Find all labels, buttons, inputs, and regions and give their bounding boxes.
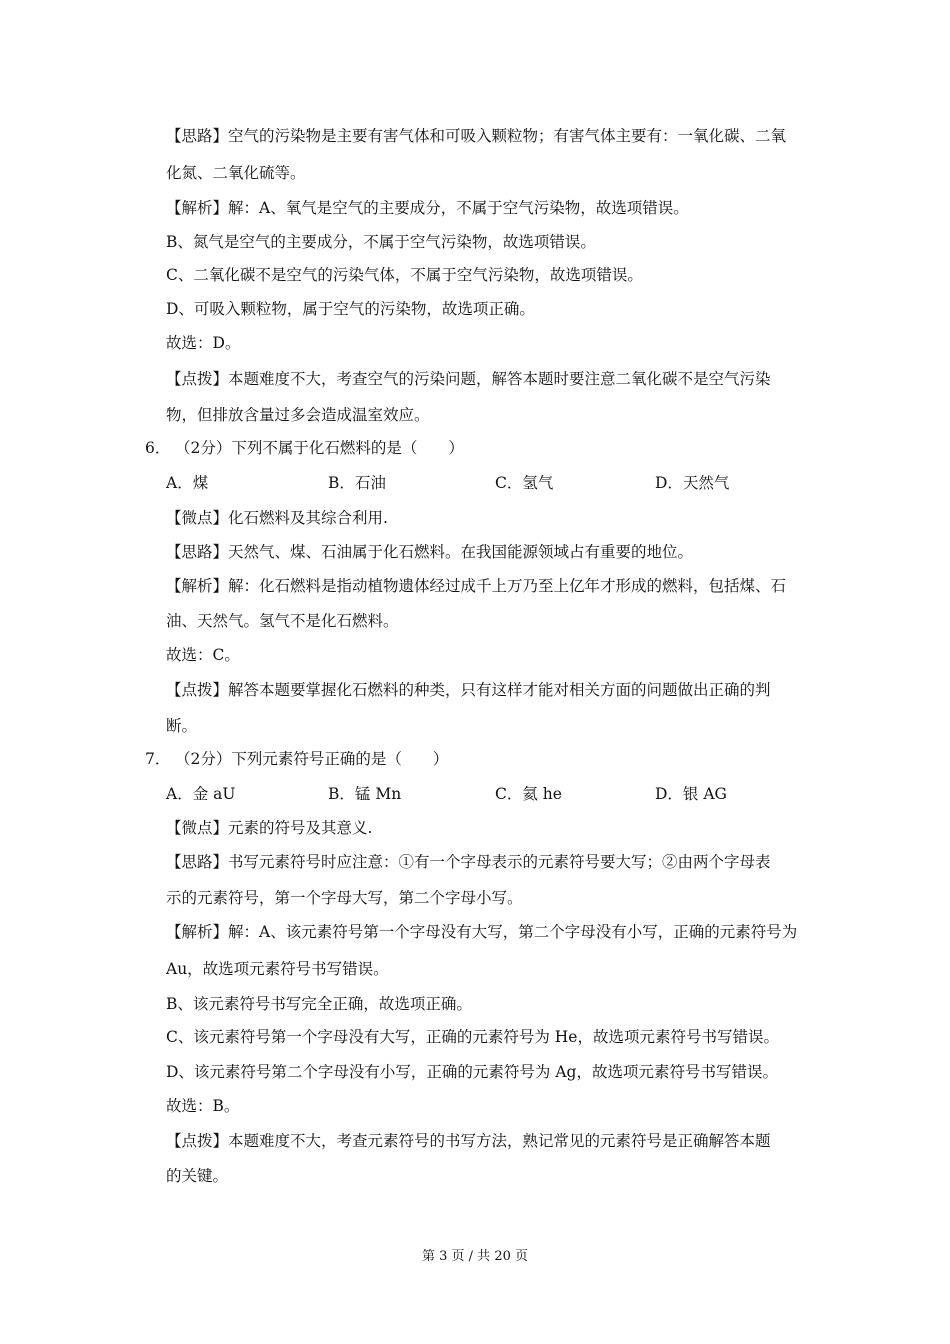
q5-silu-line-1: 【思路】空气的污染物是主要有害气体和可吸入颗粒物；有害气体主要有：一氧化碳、二氧 xyxy=(166,127,787,145)
q5-dianbo-line-2: 物，但排放含量过多会造成温室效应。 xyxy=(166,406,430,424)
q7-jiexi-line-2: Au，故选项元素符号书写错误。 xyxy=(166,960,389,978)
q6-silu: 【思路】天然气、煤、石油属于化石燃料。在我国能源领域占有重要的地位。 xyxy=(166,543,694,561)
q7-silu-line-1: 【思路】书写元素符号时应注意：①有一个字母表示的元素符号要大写；②由两个字母表 xyxy=(166,853,771,871)
q5-jiexi-line-2: B、氮气是空气的主要成分，不属于空气污染物，故选项错误。 xyxy=(166,233,596,251)
q5-silu-line-2: 化氮、二氧化硫等。 xyxy=(166,164,306,182)
q7-jiexi-line-5: D、该元素符号第二个字母没有小写，正确的元素符号为 Ag，故选项元素符号书写错误。 xyxy=(166,1063,778,1081)
page-footer: 第 3 页 / 共 20 页 xyxy=(422,1249,528,1264)
q7-option-d: D．银 AG xyxy=(655,785,727,803)
q6-number: 6． xyxy=(145,439,171,457)
q5-jiexi-line-1: 【解析】解：A、氧气是空气的主要成分，不属于空气污染物，故选项错误。 xyxy=(166,199,689,217)
q7-jiexi-line-4: C、该元素符号第一个字母没有大写，正确的元素符号为 He，故选项元素符号书写错误。 xyxy=(166,1028,779,1046)
q7-option-a: A．金 aU xyxy=(166,785,236,803)
q6-jiexi-line-2: 油、天然气。氢气不是化石燃料。 xyxy=(166,612,399,630)
q7-weidian: 【微点】元素的符号及其意义. xyxy=(166,819,373,837)
q6-weidian: 【微点】化石燃料及其综合利用. xyxy=(166,509,388,527)
q7-jiexi-line-3: B、该元素符号书写完全正确，故选项正确。 xyxy=(166,995,472,1013)
q6-stem: （2分）下列不属于化石燃料的是（ ） xyxy=(175,439,464,457)
q6-dianbo-line-2: 断。 xyxy=(166,717,198,735)
q7-option-b: B．锰 Mn xyxy=(328,785,402,803)
q7-dianbo-line-2: 的关键。 xyxy=(166,1167,229,1185)
q6-option-d: D．天然气 xyxy=(655,474,730,492)
q6-answer: 故选：C。 xyxy=(166,646,240,664)
q6-option-c: C．氢气 xyxy=(495,474,554,492)
q6-dianbo-line-1: 【点拨】解答本题要掌握化石燃料的种类，只有这样才能对相关方面的问题做出正确的判 xyxy=(166,681,771,699)
q6-option-b: B．石油 xyxy=(328,474,386,492)
q6-option-a: A．煤 xyxy=(166,474,209,492)
q7-jiexi-line-1: 【解析】解：A、该元素符号第一个字母没有大写，第二个字母没有小写，正确的元素符号为 xyxy=(166,923,798,941)
q5-jiexi-line-4: D、可吸入颗粒物，属于空气的污染物，故选项正确。 xyxy=(166,300,535,318)
q5-answer: 故选：D。 xyxy=(166,334,241,352)
q7-number: 7． xyxy=(145,750,171,768)
q6-jiexi-line-1: 【解析】解：化石燃料是指动植物遗体经过成千上万乃至上亿年才形成的燃料，包括煤、石 xyxy=(166,577,787,595)
q7-option-c: C．氦 he xyxy=(495,785,562,803)
q7-dianbo-line-1: 【点拨】本题难度不大，考查元素符号的书写方法，熟记常见的元素符号是正确解答本题 xyxy=(166,1132,771,1150)
q7-silu-line-2: 示的元素符号，第一个字母大写，第二个字母小写。 xyxy=(166,889,523,907)
q7-answer: 故选：B。 xyxy=(166,1097,240,1115)
q7-stem: （2分）下列元素符号正确的是（ ） xyxy=(175,750,449,768)
q5-jiexi-line-3: C、二氧化碳不是空气的污染气体，不属于空气污染物，故选项错误。 xyxy=(166,266,643,284)
q5-dianbo-line-1: 【点拨】本题难度不大，考查空气的污染问题，解答本题时要注意二氧化碳不是空气污染 xyxy=(166,370,771,388)
